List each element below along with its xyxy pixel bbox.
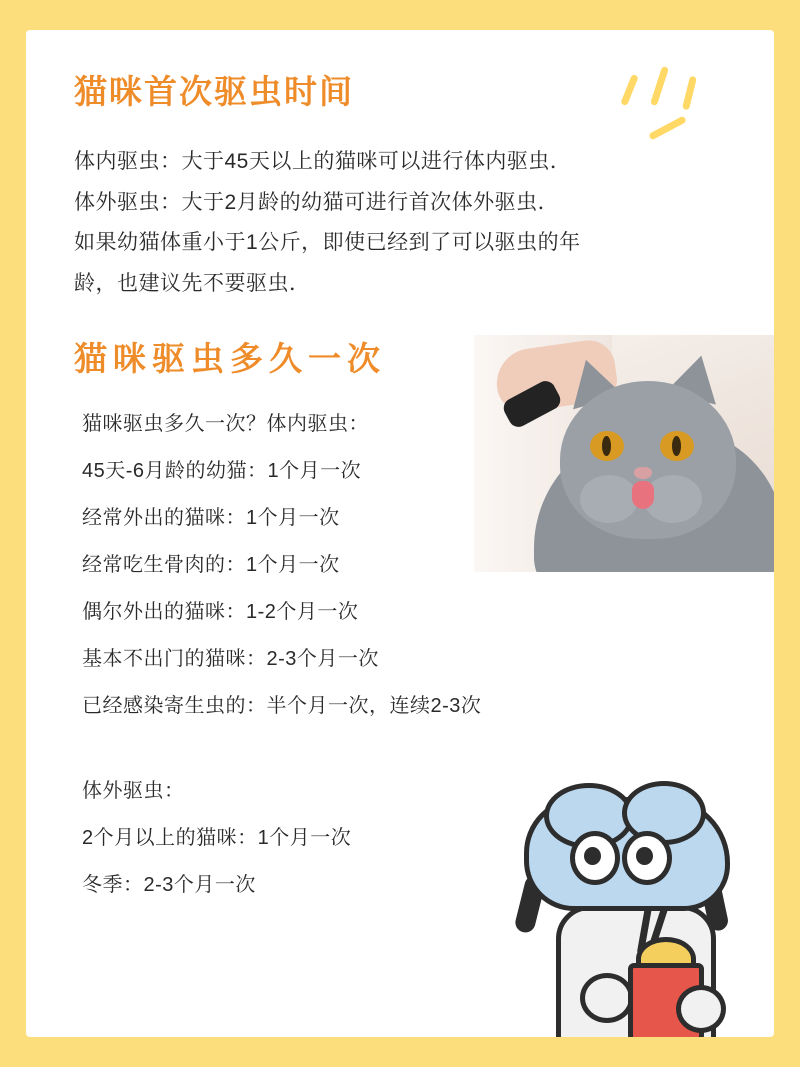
spacer [82, 730, 726, 768]
section-two-title: 猫咪驱虫多久一次 [74, 340, 386, 378]
section-one-line: 体内驱虫：大于45天以上的猫咪可以进行体内驱虫． [74, 149, 572, 173]
section-one-line: 体外驱虫：大于2月龄的幼猫可进行首次体外驱虫． [74, 190, 560, 214]
list-item: 经常外出的猫咪：1个月一次 [82, 506, 340, 529]
section-one-body [74, 142, 726, 306]
list-item: 2个月以上的猫咪：1个月一次 [82, 826, 352, 849]
section-one-title: 猫咪首次驱虫时间 [74, 73, 354, 110]
list-item: 偶尔外出的猫咪：1-2个月一次 [82, 600, 359, 623]
list-item: 45天-6月龄的幼猫：1个月一次 [82, 459, 362, 482]
list-item: 经常吃生骨肉的：1个月一次 [82, 553, 340, 576]
section-one-line: 如果幼猫体重小于1公斤，即使已经到了可以驱虫的年 [74, 231, 581, 255]
list-item: 冬季：2-3个月一次 [82, 873, 256, 896]
list-item: 基本不出门的猫咪：2-3个月一次 [82, 647, 379, 670]
list-subhead: 体外驱虫： [82, 779, 185, 802]
content-card [26, 30, 774, 1037]
cat-photo [474, 335, 774, 572]
mascot-illustration [518, 797, 748, 1037]
sparkle-icon [612, 64, 722, 154]
list-item: 已经感染寄生虫的：半个月一次，连续2-3次 [82, 694, 482, 717]
section-one-line: 龄，也建议先不要驱虫． [74, 272, 311, 296]
list-item: 猫咪驱虫多久一次？体内驱虫： [82, 412, 369, 435]
